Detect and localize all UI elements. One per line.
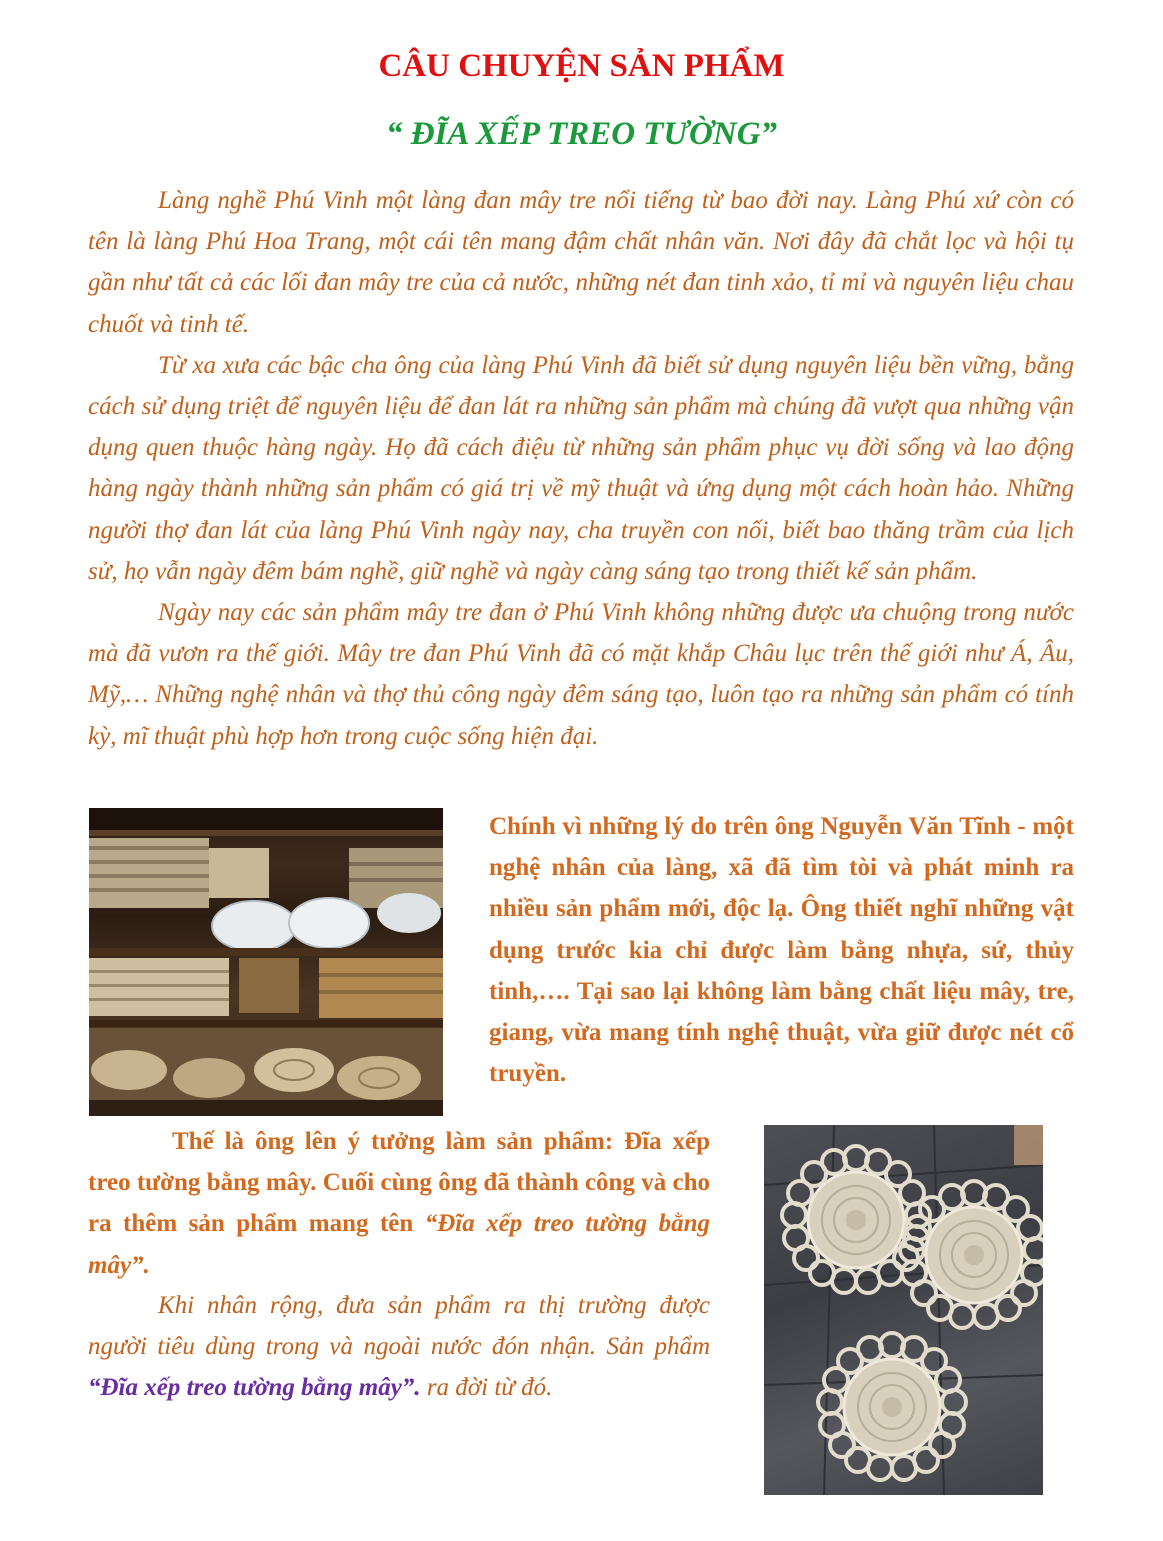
highlight-paragraph: Chính vì những lý do trên ông Nguyễn Văn Tĩnh - một nghệ nhân của làng, xã đã tìm tòi và phát minh ra nhiều sản phẩm mới, độc lạ. Ông thiết nghĩ những vật dụng trước kia chỉ được làm bằng nhựa, sứ, thủy tinh,…. Tại sao lại không làm bằng chất liệu mây, tre, giang, vừa mang tính nghệ thuật, vừa giữ được nét cổ truyền. [489,813,1074,1088]
intro-text [88,180,1074,757]
page-subtitle: “ ĐĨA XẾP TREO TƯỜNG” [385,116,778,152]
closing-text-end: ra đời từ đó. [426,1374,553,1402]
paragraph-2: Từ xa xưa các bậc cha ông của làng Phú Vinh đã biết sử dụng nguyên liệu bền vững, bằng cách sử dụng triệt để nguyên liệu để đan lát ra những sản phẩm mà chúng đã vượt qua những vận dụng quen thuộc hàng ngày. Họ đã cách điệu từ những sản phẩm phục vụ đời sống và lao động hàng ngày thành những sản phẩm có giá trị về mỹ thuật và ứng dụng một cách hoàn hảo. Những người thợ đan lát của làng Phú Vinh ngày nay, cha truyền con nối, biết bao thăng trầm của lịch sử, họ vẫn ngày đêm bám nghề, giữ nghề và ngày càng sáng tạo trong thiết kế sản phẩm. [88,351,1074,585]
closing-text: Khi nhân rộng, đưa sản phẩm ra thị trường được người tiêu dùng trong và ngoài nước đón nhận. Sản phẩm [88,1292,710,1361]
page-title: CÂU CHUYỆN SẢN PHẨM [378,48,785,84]
closing-product-name: “Đĩa xếp treo tường bằng mây”. [88,1374,421,1402]
idea-text: Thế là ông lên ý tưởng làm sản phẩm: Đĩa xếp treo tường bằng mây. Cuối cùng ông đã thành công và cho ra thêm sản phẩm mang tên [88,1128,710,1238]
workshop-photo-illustration [89,808,443,1116]
paragraph-3: Ngày nay các sản phẩm mây tre đan ở Phú Vinh không những được ưa chuộng trong nước mà đã vươn ra thế giới. Mây tre đan Phú Vinh đã có mặt khắp Châu lục trên thế giới như Á, Âu, Mỹ,… Những nghệ nhân và thợ thủ công ngày đêm sáng tạo, luôn tạo ra những sản phẩm có tính kỳ, mĩ thuật phù hợp hơn trong cuộc sống hiện đại. [88,599,1074,750]
idea-paragraph [88,1121,710,1286]
product-photo [764,1125,1043,1495]
closing-paragraph [88,1285,710,1409]
rattan-plates-illustration [764,1125,1043,1495]
idea-product-name: “Đĩa xếp treo tường bằng mây”. [88,1210,711,1279]
paragraph-1: Làng nghề Phú Vinh một làng đan mây tre nổi tiếng từ bao đời nay. Làng Phú xứ còn có tên là làng Phú Hoa Trang, một cái tên mang đậm chất nhân văn. Nơi đây đã chắt lọc và hội tụ gần như tất cả các lối đan mây tre của cả nước, những nét đan tinh xảo, tỉ mỉ và nguyên liệu chau chuốt và tinh tế. [88,187,1074,338]
workshop-photo [89,808,443,1116]
